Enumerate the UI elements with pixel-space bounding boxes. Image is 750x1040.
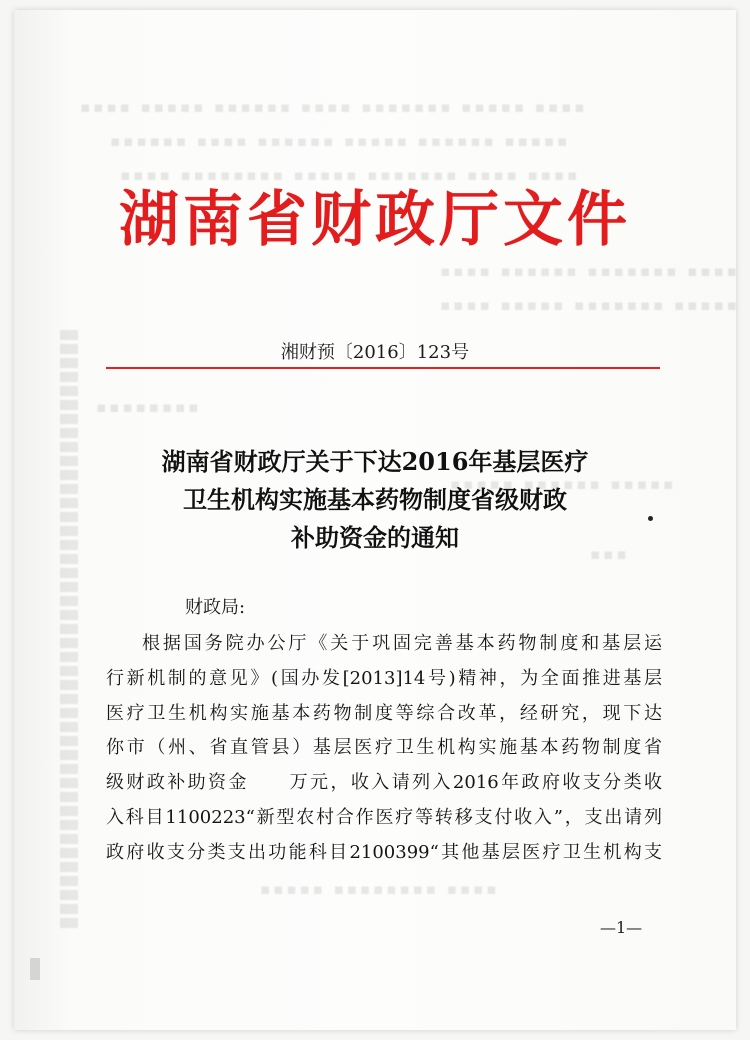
body-line: 政府收支分类支出功能科目2100399“其他基层医疗卫生机构支 [106,841,662,863]
bleed-through-text: ▪▪▪▪ ▪▪▪▪▪ ▪▪▪▪▪▪ ▪▪▪▪ ▪▪▪▪▪▪▪ ▪▪▪▪▪ ▪▪▪▪ [80,98,588,116]
body-line: 级财政补助资金 万元，收入请列入2016年政府收支分类收 [106,772,662,794]
body-line: 根据国务院办公厅《关于巩固完善基本药物制度和基层运 [142,633,662,654]
document-masthead: 湖南省财政厅文件 [119,185,631,255]
bleed-through-text: ▪▪▪ [590,545,630,563]
bleed-through-text: ▪▪▪▪▪ ▪▪▪▪▪▪ ▪▪▪▪▪ [450,475,677,493]
title-line: 卫生机构实施基本药物制度省级财政 [183,485,567,514]
bleed-through-text: ▪▪▪▪▪ ▪▪▪▪▪▪▪▪ ▪▪▪▪ [260,880,500,898]
bleed-through-text: ▪▪▪▪ ▪▪▪▪▪▪▪▪ ▪▪▪▪▪ ▪▪▪▪▪▪▪ ▪▪▪▪ ▪▪▪▪ [120,166,581,184]
document-title [80,443,670,557]
salutation: 财政局: [185,597,246,618]
document-number: 湘财预〔2016〕123号 [280,342,470,363]
title-line: 湖南省财政厅关于下达2016年基层医疗 [161,447,589,476]
bleed-through-text: ▪▪▪▪▪▪▪▪ [96,398,202,416]
bleed-through-text: ▪▪▪▪ ▪▪▪▪▪ ▪▪▪▪▪▪▪ ▪▪▪▪▪ [440,296,740,314]
ink-dot [648,516,653,521]
body-line: 入科目1100223“新型农村合作医疗等转移支付收入”，支出请列 [106,806,662,828]
body-line: 你市（州、省直管县）基层医疗卫生机构实施基本药物制度省 [106,737,662,759]
document-body [106,627,662,871]
bleed-through-text: ▪▪▪▪▪▪ ▪▪▪▪ ▪▪▪▪▪▪ ▪▪▪▪▪ ▪▪▪▪▪▪ ▪▪▪▪▪ [110,132,571,150]
scan-edge-mark [30,958,40,980]
title-line: 补助资金的通知 [291,523,459,552]
red-divider-rule [106,367,660,369]
body-line: 行新机制的意见》(国办发[2013]14号)精神，为全面推进基层 [106,667,662,689]
body-line: 医疗卫生机构实施基本药物制度等综合改革，经研究，现下达 [106,702,662,724]
bleed-through-text: ▪▪▪▪ ▪▪▪▪▪▪ ▪▪▪▪▪▪▪ ▪▪▪▪ [440,262,740,280]
page-number: —1— [600,918,643,937]
bleed-through-margin [60,330,78,930]
